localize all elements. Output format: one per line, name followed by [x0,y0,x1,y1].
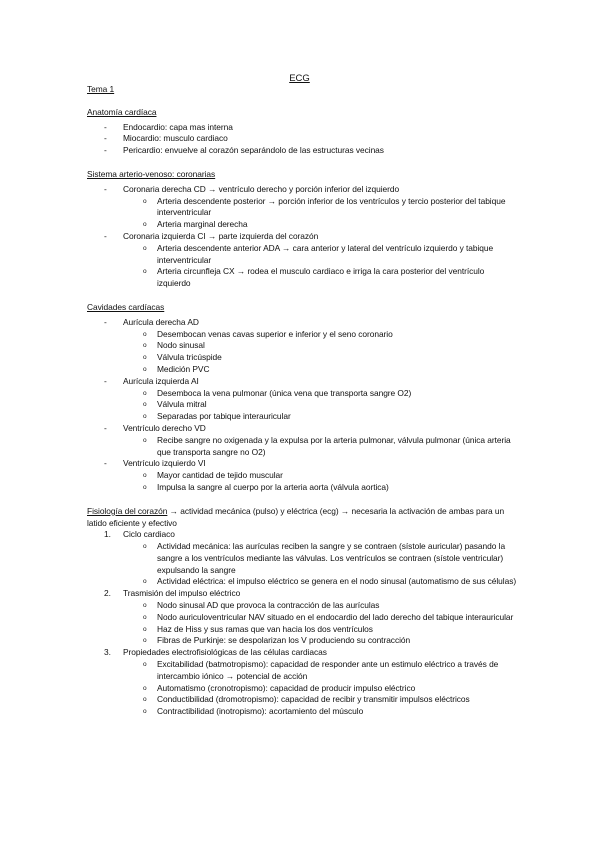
sub-list-item: o Nodo auriculoventricular NAV situado en el endocardio del lado derecho del tabique interauricular [143,611,514,622]
bullet-marker: o [143,543,147,551]
sub-list-item: o Impulsa la sangre al cuerpo por la arteria aorta (válvula aortica) [143,481,389,492]
physiology-list [87,529,517,718]
bullet-marker: o [143,268,147,276]
physiology-heading: Fisiología del corazón [87,505,168,516]
list-item: - Aurícula izquierda AI [104,375,199,386]
sub-list-item: o Haz de Hiss y sus ramas que van hacia los dos ventrículos [143,623,373,634]
numbered-item: 3. Propiedades electrofisiológicas de las células cardiacas [104,647,327,658]
bullet-marker: o [143,342,147,350]
dash-marker: - [104,316,107,327]
sub-list-item: o Medición PVC [143,363,210,374]
numbered-item: 2. Trasmisión del impulso eléctrico [104,588,241,599]
section-heading-cavidades: Cavidades cardíacas [87,301,165,312]
list-item: - Coronaria derecha CD → ventrículo derecho y porción inferior del izquierdo [104,183,400,194]
section-heading-anatomia: Anatomía cardíaca [87,106,157,117]
sub-list-item: o Conductibilidad (dromotropismo): capacidad de recibir y transmitir impulsos eléctricos [143,694,470,705]
number-marker: 3. [104,647,111,658]
dash-marker: - [104,458,107,469]
bullet-marker: o [143,413,147,421]
sub-list-item: o Desembocan venas cavas superior e inferior y el seno coronario [143,328,393,339]
number-marker: 2. [104,588,111,599]
sub-list-item: o Separadas por tabique interauricular [143,411,291,422]
bullet-marker: o [143,637,147,645]
dash-marker: - [104,183,107,194]
dash-marker: - [104,230,107,241]
topic-heading: Tema 1 [87,84,115,94]
sub-list-item: o Contractibilidad (inotropismo): acortamiento del músculo [143,706,364,717]
number-marker: 1. [104,529,111,540]
sub-list-item: o Excitabilidad (batmotropismo): capacidad de responder ante un estimulo eléctrico a través de intercambio iónico → potencial de acción [143,659,499,681]
sub-list-item: o Recibe sangre no oxigenada y la expulsa por la arteria pulmonar, válvula pulmonar (única arteria que transporta sangre no O2) [143,434,511,457]
bullet-marker: o [143,661,147,669]
list-item: - Pericardio: envuelve al corazón separándolo de las estructuras vecinas [104,145,384,156]
list-item: - Miocardio: musculo cardiaco [104,133,228,144]
bullet-marker: o [143,365,147,373]
list-item: - Ventrículo derecho VD [104,422,206,433]
sub-list-item: o Arteria descendente anterior ADA → cara anterior y lateral del ventrículo izquierdo y tabique interventricular [143,242,494,265]
bullet-marker: o [143,389,147,397]
document-body [87,84,517,718]
section-list-anatomia [87,122,517,157]
physiology-intro-text: → actividad mecánica (pulso) y eléctrica (ecg) → necesaria la activación de ambas para un latido eficiente y efectivo [87,505,505,528]
sub-list-item: o Actividad mecánica: las aurículas reciben la sangre y se contraen (sístole auricular) pasando la sangre a los ventrículos mediante las válvulas. Los ventrículos se contraen (sístole ventricular) expulsando la sangre [143,541,506,575]
bullet-marker: o [143,401,147,409]
sub-list-item: o Desemboca la vena pulmonar (única vena que transporta sangre O2) [143,387,412,398]
bullet-marker: o [143,472,147,480]
sub-list-item: o Automatismo (cronotropismo): capacidad de producir impulso eléctrico [143,682,416,693]
bullet-marker: o [143,197,147,205]
list-item: - Endocardio: capa mas interna [104,121,233,132]
list-item: - Aurícula derecha AD [104,316,199,327]
bullet-marker: o [143,578,147,586]
section-list-cavidades [87,317,517,494]
dash-marker: - [104,375,107,386]
bullet-marker: o [143,436,147,444]
sub-list-item: o Arteria descendente posterior → porción inferior de los ventrículos y tercio posterior del tabique interventricular [143,195,506,218]
dash-marker: - [104,133,107,144]
bullet-marker: o [143,696,147,704]
sub-list-item: o Arteria circunfleja CX → rodea el musculo cardiaco e irriga la cara posterior del ventrículo izquierdo [143,266,485,289]
bullet-marker: o [143,483,147,491]
bullet-marker: o [143,708,147,716]
bullet-marker: o [143,684,147,692]
sub-list-item: o Arteria marginal derecha [143,219,248,230]
sub-list-item: o Válvula tricúspide [143,352,222,363]
physiology-intro [87,506,517,530]
document-title: ECG [289,73,310,84]
dash-marker: - [104,145,107,156]
dash-marker: - [104,422,107,433]
bullet-marker: o [143,330,147,338]
list-item: - Coronaria izquierda CI → parte izquierda del corazón [104,230,319,241]
bullet-marker: o [143,602,147,610]
sub-list-item: o Fibras de Purkinje: se despolarizan los V produciendo su contracción [143,635,411,646]
bullet-marker: o [143,625,147,633]
numbered-item: 1. Ciclo cardiaco [104,529,175,540]
section-list-coronarias [87,184,517,290]
sub-list-item: o Actividad eléctrica: el impulso eléctrico se genera en el nodo sinusal (automatismo de sus células) [143,576,517,587]
sub-list-item: o Mayor cantidad de tejido muscular [143,470,283,481]
sub-list-item: o Nodo sinusal AD que provoca la contracción de las aurículas [143,600,380,611]
dash-marker: - [104,121,107,132]
sub-list-item: o Nodo sinusal [143,340,205,351]
bullet-marker: o [143,613,147,621]
list-item: - Ventrículo izquierdo VI [104,458,206,469]
section-heading-coronarias: Sistema arterio-venoso: coronarias [87,168,216,179]
sub-list-item: o Válvula mitral [143,399,207,410]
bullet-marker: o [143,354,147,362]
bullet-marker: o [143,221,147,229]
bullet-marker: o [143,244,147,252]
